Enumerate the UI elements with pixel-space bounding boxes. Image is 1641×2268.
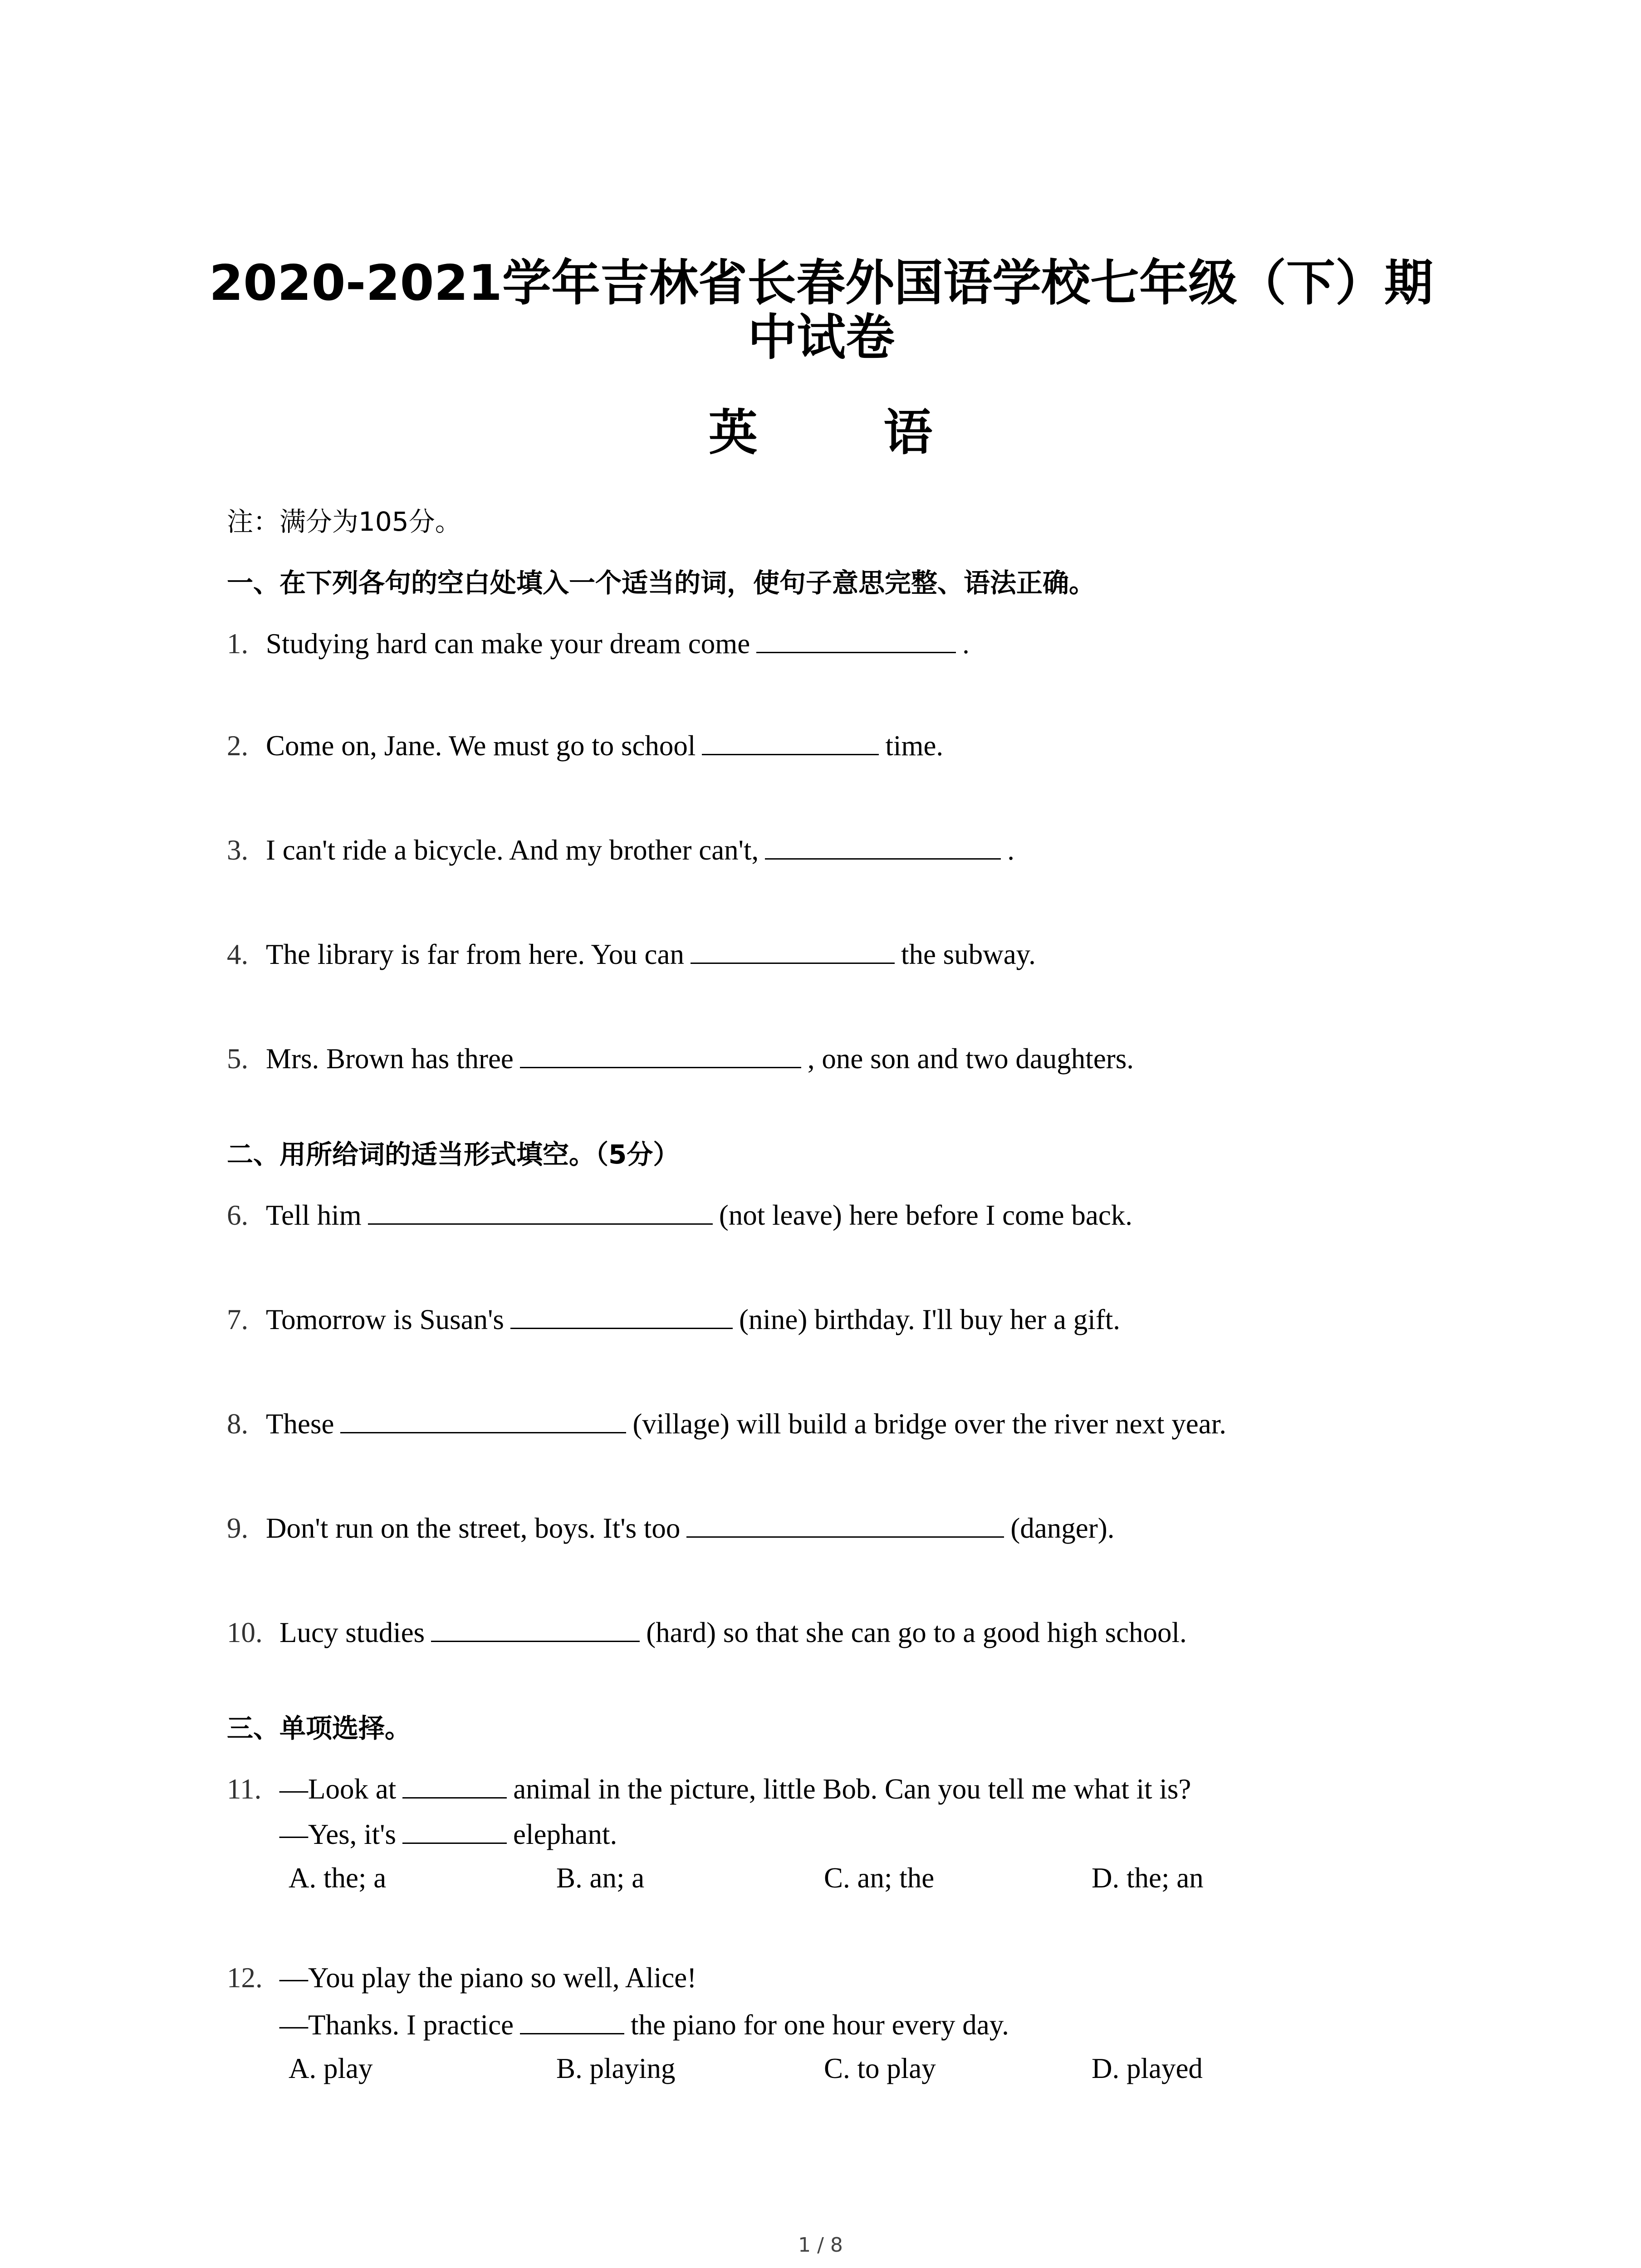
question-6: 6. Tell him (not leave) here before I come back. <box>227 1195 1132 1233</box>
subject-title: 英 语 <box>708 405 987 461</box>
answer-blank[interactable] <box>765 830 1001 860</box>
question-number: 7. <box>227 1304 249 1335</box>
option-a[interactable]: A. the; a <box>289 1862 387 1894</box>
question-number: 1. <box>227 628 249 660</box>
answer-blank[interactable] <box>510 1300 733 1329</box>
answer-blank[interactable] <box>520 2005 624 2034</box>
question-1: 1. Studying hard can make your dream come . <box>227 624 970 662</box>
question-number: 10. <box>227 1617 263 1648</box>
section-1-heading: 一、在下列各句的空白处填入一个适当的词，使句子意思完整、语法正确。 <box>227 567 1096 598</box>
question-3: 3. I can't ride a bicycle. And my brother can't, . <box>227 830 1014 868</box>
question-12-line2: —Thanks. I practice the piano for one hour every day. <box>279 2005 1009 2043</box>
option-c[interactable]: C. an; the <box>824 1862 935 1894</box>
answer-blank[interactable] <box>691 934 895 964</box>
answer-blank[interactable] <box>431 1613 640 1642</box>
question-number: 6. <box>227 1199 249 1231</box>
question-number: 8. <box>227 1408 249 1440</box>
answer-blank[interactable] <box>756 624 956 653</box>
question-number: 12. <box>227 1962 263 1994</box>
page-number: 1 / 8 <box>798 2234 843 2257</box>
answer-blank[interactable] <box>520 1039 801 1068</box>
question-number: 9. <box>227 1512 249 1544</box>
option-d[interactable]: D. played <box>1092 2053 1203 2084</box>
question-4: 4. The library is far from here. You can the subway. <box>227 934 1036 973</box>
score-note: 注：满分为105分。 <box>227 506 461 537</box>
option-b[interactable]: B. playing <box>556 2053 676 2084</box>
question-7: 7. Tomorrow is Susan's (nine) birthday. I'll buy her a gift. <box>227 1300 1120 1338</box>
question-12: 12. —You play the piano so well, Alice! <box>227 1960 696 1996</box>
question-number: 3. <box>227 834 249 866</box>
question-5: 5. Mrs. Brown has three , one son and two daughters. <box>227 1039 1134 1077</box>
answer-blank[interactable] <box>402 1814 507 1844</box>
option-c[interactable]: C. to play <box>824 2053 936 2084</box>
question-number: 2. <box>227 730 249 762</box>
question-number: 5. <box>227 1043 249 1075</box>
question-11: 11. —Look at animal in the picture, little Bob. Can you tell me what it is? <box>227 1769 1191 1807</box>
answer-blank[interactable] <box>402 1769 507 1799</box>
answer-blank[interactable] <box>686 1508 1004 1538</box>
option-b[interactable]: B. an; a <box>556 1862 645 1894</box>
question-number: 4. <box>227 938 249 970</box>
answer-blank[interactable] <box>368 1195 713 1225</box>
section-3-heading: 三、单项选择。 <box>227 1713 411 1744</box>
question-11-line2: —Yes, it's elephant. <box>279 1814 617 1853</box>
exam-title-line1: 2020-2021学年吉林省长春外国语学校七年级（下）期 <box>209 255 1433 312</box>
answer-blank[interactable] <box>340 1404 626 1433</box>
option-a[interactable]: A. play <box>289 2053 373 2084</box>
section-2-heading: 二、用所给词的适当形式填空。（5分） <box>227 1139 680 1170</box>
question-9: 9. Don't run on the street, boys. It's too (danger). <box>227 1508 1114 1546</box>
answer-blank[interactable] <box>702 726 879 755</box>
question-8: 8. These (village) will build a bridge over the river next year. <box>227 1404 1226 1442</box>
question-10: 10. Lucy studies (hard) so that she can go to a good high school. <box>227 1613 1187 1651</box>
option-d[interactable]: D. the; an <box>1092 1862 1204 1894</box>
question-2: 2. Come on, Jane. We must go to school time. <box>227 726 943 764</box>
question-number: 11. <box>227 1773 262 1805</box>
exam-title-line2: 中试卷 <box>747 309 895 366</box>
